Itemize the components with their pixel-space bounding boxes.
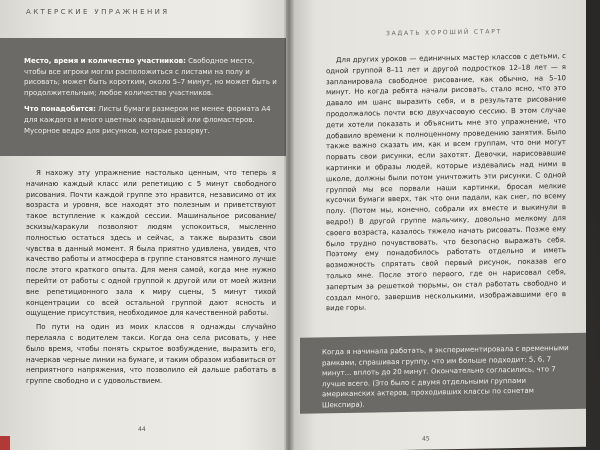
paragraph: По пути на один из моих классов я однажды случайно перелаяла с водителем такси. Когда она села рисовать, у нее было время, чтобы понять скрытое возбуждение, выразить его, начеркав черные линии на бумаге, и таким образом избавиться от неприятного напряжения, что позволило ей дальше работать в группе свободно и с удовольствием.	[26, 323, 276, 386]
info-box-text: Листы бумаги размером не менее формата А4 для каждого и много цветных карандашей или фломастеров. Мусорное ведро для рисунков, которые разорвут.	[24, 105, 271, 135]
info-box-paragraph	[24, 56, 277, 98]
right-page	[286, 0, 586, 450]
info-box-label: Место, время и количество участников:	[24, 57, 186, 65]
info-box-left	[0, 38, 289, 156]
paragraph: Для других уроков — единичных мастер классов с детьми, с одной группой 8–11 лет и другой подростков 12–18 лет — я запланировала свободное рисование, как обычно, на 5–10 минут. Но когда ребята начали рисовать, стало ясно, что это давало им шанс выразить себя, и в результате рисование продолжалось почти всю двухчасовую сессию. В этом случае дети хотели показать и объяснить мне это упражнение, что добавило времени к полноценному проведению занятия. Было также важно сказать им, как и всем группам, что они могут порвать свои рисунки, если захотят. Девочки, нарисовавшие картинки и образы людей, которые издевались над ними в школе, должны были потом уничтожить эти рисунки. С одной группой мы все порвали наши картинки, бросая мелкие кусочки бумаги вверх, так что они падали, как снег, по всему полу. (Потом мы, конечно, собрали их вместе и выкинули в ведро!) В другой группе мальчику, довольно мелкому для своего возраста, казалось тяжело начать рисовать. Позже ему было трудно почувствовать, что безопасно выражать себя. Поэтому ему понадобилось работать отдельно и иметь возможность спрятать свой первый рисунок, показав его только мне. После этого первого, где он нарисовал себя, запертым за решеткой тюрьмы, он стал работать свободно и создал много, завершив несколькими, изображавшими его в виде горы.	[326, 52, 566, 313]
body-text-left	[26, 168, 276, 390]
body-text-right	[326, 51, 566, 317]
info-box-label: Что понадобится:	[24, 105, 96, 114]
paragraph: Я нахожу эту упражнение настолько ценным, что теперь я начинаю каждый класс или репетицию с 5 минут свободного рисования. Почти каждой группе это нравится, независимо от их возраста и уровня, все находят это полезным и приветствуют такое вступление к каждой сессии. Машинальное рисование/эскизы/каракули позволяют людям успокоиться, мысленно полностью остаться здесь и сейчас, а также выразить свои чувства в данный момент. Я была приятно удивлена, увидев, что качество работы и атмосфера в группе становятся намного лучше после этого краткого опыта. Для меня самой, когда мне нужно перейти от работы с одной группой к другой или от моей жизни вне репетиционного зала к миру сцены, 5 минут тихой концентрации со всей остальной группой дают ясность и ощущение присутствия, необходимое для качественной работы.	[26, 169, 276, 318]
info-box-text: Когда я начинала работать, я экспериментировала с временными рамками, спрашивая группу, что им больше подходит: 5, 6, 7 минут... вплоть до 20 минут. Окончательно согласились, что 7 лучше всего. (Это было с двумя отдельными группами американских актеров, проходивших классы по сонетам Шекспира).	[322, 344, 569, 410]
page-number-left: 44	[138, 426, 146, 433]
info-box-right	[300, 333, 586, 414]
running-head-right: ЗАДАТЬ ХОРОШИЙ СТАРТ	[386, 28, 503, 38]
book-gutter	[284, 0, 294, 450]
info-box-text: Свободное место, чтобы все игроки могли расположиться с листами на полу и рисовать; может быть коротким, около 5–7 минут, но может быть и продолжительным; любое количество участников.	[24, 57, 277, 97]
bookmark-edge	[0, 436, 10, 450]
page-number-right: 45	[422, 435, 430, 443]
info-box-paragraph	[24, 104, 277, 136]
running-head-left: АКТЕРСКИЕ УПРАЖНЕНИЯ	[26, 8, 170, 16]
